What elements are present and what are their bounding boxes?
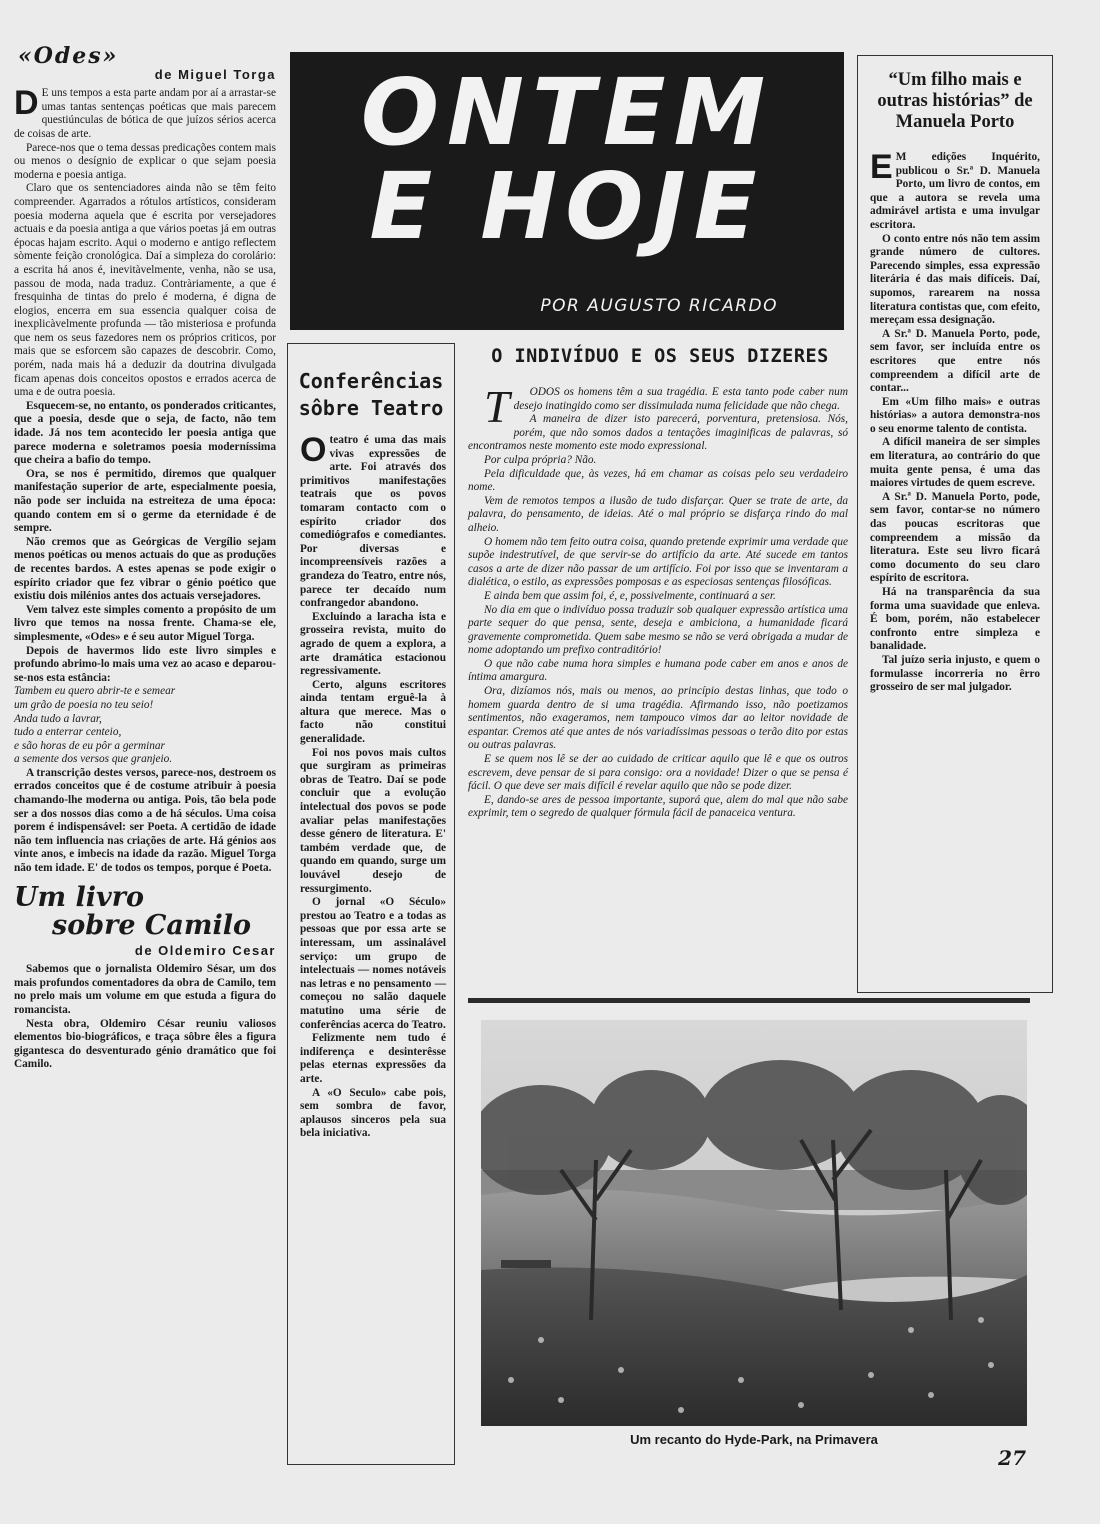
poem-line: um grão de poesia no teu seio! (14, 698, 154, 711)
left-column (14, 43, 277, 1072)
odes-dropcap: D (14, 84, 39, 123)
poem-line: a semente dos versos que granjeio. (14, 753, 173, 766)
odes-paragraph: D E uns tempos a esta parte andam por aí a arrastar-se umas tantas sentenças poéticas que mais parecem questiúnculas de bótica de que juízos sérios acerca de coisas de arte. (14, 84, 276, 140)
conf-paragraph: Oteatro é uma das mais vivas expressões de arte. Foi através dos primitivos manifestações teatrais que os povos tomaram contacto com o espírito criador dos comediógrafos e comediantes. Por diversas e incompreensíveis razões a grandeza do Teatro, entre nós, parece ter decaído num confrangedor abandono. (300, 431, 446, 610)
header-banner (290, 52, 844, 330)
conf-paragraph: Excluindo a laracha ista e grosseira revista, muito do agrado de quem a explora, a arte dramática estacionou regressivamente. (300, 610, 446, 678)
review-paragraph: A difícil maneira de ser simples em literatura, ao contrário do que muita gente pensa, é uma das maiores virtudes de quem escreve. (870, 436, 1040, 490)
camilo-paragraph: Nesta obra, Oldemiro César reuniu valiosos elementos bio-biográficos, e traça sôbre êles a figura gigantesca do desventurado génio dramático que foi Camilo. (14, 1017, 276, 1071)
review-body (870, 148, 1040, 695)
conf-paragraph: Certo, alguns escritores ainda tentam erguê-la à altura que merece. Mas o facto não constitui generalidade. (300, 678, 446, 746)
camilo-title: Um livro sobre Camilo (14, 881, 251, 941)
review-paragraph: Em «Um filho mais» e outras histórias» a autora demonstra-nos o seu enorme talento de contista. (870, 395, 1040, 435)
article-paragraph: Ora, dizíamos nós, mais ou menos, ao princípio destas linhas, que todo o homem guarda dentro de si uma tragédia. Afirmando isso, não poetizamos sentimentos, não exageramos, nem tampouco vimos dar ao leitor novidade de espantar. Cremos até que antes de nós variadíssimas pessoas o terão dito por estas ou outras palavras. (468, 685, 848, 752)
odes-paragraph: A transcrição destes versos, parece-nos, destroem os errados conceitos que é de costume atribuir à poesia chamando-lhe moderna ou antiga. Pois, tão bela pode ser a dos nossos dias como a de há séculos. Uma coisa porem é indispensável: ser Poeta. A certidão de idade não tem influencia nas criações de arte. Há génios aos vinte anos, e imbecis na idade da razão. Miguel Torga não tem idade. E' de todos os tempos, porque é Poeta. (14, 766, 276, 875)
poem-line: Tambem eu quero abrir-te e semear (14, 685, 176, 698)
conf-paragraph: Felizmente nem tudo é indiferença e desinterêsse pelas eternas expressões da arte. (300, 1032, 446, 1085)
poem-line: Anda tudo a lavrar, (14, 712, 102, 725)
poem-line: e são horas de eu pôr a germinar (14, 739, 165, 752)
conf-paragraph: Foi nos povos mais cultos que surgiram as primeiras obras de Teatro. Daí se pode concluir que a evolução intelectual dos povos se pode avaliar pelas manifestações desse género de literatura. E' também verdade que, de quando em quando, surge um louvável desejo de ressurgimento. (300, 746, 446, 895)
conferencias-body (288, 431, 454, 1141)
article-title: O INDIVÍDUO E OS SEUS DIZERES (491, 346, 829, 367)
odes-paragraph: Depois de havermos lido este livro simples e profundo abrimo-lo mais uma vez ao acaso e deparou-se-nos esta estância: (14, 644, 276, 684)
article-dropcap: T (484, 381, 510, 432)
conf-dropcap: O (300, 431, 327, 469)
conferencias-title: Conferências sôbre Teatro (298, 369, 444, 420)
odes-paragraph: Vem talvez este simples comento a propósito de um livro que temos na nossa frente. Chama-se ele, simplesmente, «Odes» e é seu autor Miguel Torga. (14, 603, 276, 643)
park-photo (481, 1020, 1027, 1426)
review-box (857, 55, 1053, 993)
banner-author: POR AUGUSTO RICARDO (540, 296, 778, 316)
conferencias-box (287, 343, 455, 1465)
odes-paragraph: Ora, se nos é permitido, diremos que qualquer manifestação superior de arte, especialmente poesia, não pode ser incluida na estreiteza de uma época: quando contem em si o germe da eternidade é de sempre. (14, 467, 276, 535)
article-paragraph: O que não cabe numa hora simples e humana pode caber em anos e anos de íntima amargura. (468, 657, 848, 684)
odes-paragraph: Esquecem-se, no entanto, os ponderados criticantes, que a poesia, desde que o seja, de facto, não tem idade. Já nos tem acontecido ler poesia antiga que parece moderna e soletramos poesia moderníssima que cheira a bafio do tempo. (14, 399, 276, 467)
review-paragraph: A Sr.ª D. Manuela Porto, pode, sem favor, ser incluída entre os escritores que entre nós compreendem a difícil arte de contar... (870, 327, 1040, 395)
section-divider (468, 998, 1030, 1003)
banner-title: ONTEM E HOJE (360, 59, 774, 260)
article-paragraph: T ODOS os homens têm a sua tragédia. E esta tanto pode caber num desejo inatingido como ser dissimulada numa felicidade que não chega. (468, 386, 848, 413)
poem-line: tudo a enterrar centeio, (14, 726, 122, 739)
article-paragraph: E ainda bem que assim foi, é, e, possivelmente, continuará a ser. (484, 589, 776, 602)
review-paragraph: O conto entre nós não tem assim grande número de cultores. Parecendo simples, essa expressão literária é das mais difíceis. Daí, supomos, rarearem na nossa literatura contistas que, com efeito, mereçam essa designação. (870, 232, 1040, 327)
article-paragraph: O homem não tem feito outra coisa, quando pretende exprimir uma verdade que supõe indestrutível, de que servir-se do artifício da arte. Até sucede em tantos casos a arte de dizer não passar de um artifício. Foi por isso que se inventaram a dialética, o estilo, as expressões pomposas e as especiosas sentenças filosóficas. (468, 535, 848, 589)
odes-paragraph: Não cremos que as Geórgicas de Vergílio sejam menos poéticas ou menos actuais do que as produções de recentes bardos. A estes apenas se pode exigir o espírito criador que fez vibrar o génio poético que existiu dois milénios antes dos actuais versejadores. (14, 535, 276, 603)
article-body (468, 381, 848, 821)
camilo-byline: de Oldemiro Cesar (134, 942, 276, 958)
conf-paragraph: O jornal «O Século» prestou ao Teatro e a todas as pessoas que por essa arte se interessam, um assinalável serviço: um grupo de intelectuais — nomes notáveis nas letras e no pensamento — começou no salão daquele matutino uma série de conferências acerca do Teatro. (300, 896, 446, 1031)
review-paragraph: Tal juízo seria injusto, e quem o formulasse incorreria no êrro grosseiro de ser mal julgador. (870, 653, 1040, 694)
conf-paragraph: A «O Seculo» cabe pois, sem sombra de favor, aplausos sinceros pela sua bela iniciativa. (300, 1086, 446, 1140)
article-paragraph: Vem de remotos tempos a ilusão de tudo disfarçar. Quer se trate de arte, da palavra, do pensamento, de ideias. Até o mal próprio se disfarça rindo do mal alheio. (468, 494, 848, 534)
article-paragraph: No dia em que o indivíduo possa traduzir sob qualquer expressão artística uma parte sequer do que pensa, sente, deseja e ambiciona, a humanidade ficará gravemente comprometida. Quem sabe mesmo se não se verá obrigada a mudar de nome adoptando um prefixo contraditório! (468, 603, 848, 657)
review-paragraph: A Sr.ª D. Manuela Porto, pode, sem favor, contar-se no número das poucas escritoras que compreendem a missão da literatura. Este seu livro ficará como documento do seu claro espírito de escritora. (870, 490, 1040, 585)
page-number: 27 (998, 1446, 1026, 1470)
article-paragraph: E se quem nos lê se der ao cuidado de criticar aquilo que lê e que os outros escrevem, deve pensar de si para consigo: ora a novidade! Dizer o que se pensa é fácil. O que deve ser mais difícil é revelar aquilo que não se pode dizer. (468, 753, 848, 793)
odes-paragraph: Parece-nos que o tema dessas predicações contem mais ou menos o desígnio de explicar o que sejam poesia moderna e poesia antiga. (14, 141, 277, 181)
article-paragraph: E, dando-se ares de pessoa importante, suporá que, alem do mal que não sabe exprimir, tem o segredo de qualquer fórmula fácil de panaceica ventura. (468, 793, 848, 820)
odes-title: «Odes» (18, 43, 119, 69)
review-dropcap: E (870, 148, 893, 186)
review-title: “Um filho mais e outras histórias” de Manuela Porto (877, 70, 1033, 132)
park-photo-image (481, 1020, 1027, 1426)
review-paragraph: Há na transparência da sua forma uma suavidade que enleva. É bom, porém, não estabelecer confronto entre simpleza e banalidade. (870, 586, 1040, 653)
odes-byline: de Miguel Torga (154, 66, 276, 82)
odes-paragraph: Claro que os sentenciadores ainda não se têm feito compreender. Agarrados a rótulos artísticos, consideram poesia moderna aquela que é escrita por versejadores actuais e da poesia antiga a que vários poetas já em outras épocas hajam escrito. Aqui o moderno e antigo reflectem sòmente feição cronológica. Daí a simpleza do corolário: a escrita há anos é, inevitàvelmente, venha, não se usa, passou de moda, nada traduz. Contràriamente, a que é fresquinha de tintas do prelo é moderna, é digna de elogios, encerra em sua essencia qualquer coisa de inexplicàvelmente profunda — tão misteriosa e profunda que nem os seus fazedores nem os próprios criticos, por mais que se esforcem são capazes de descobrir. Como, porém, nada mais há a deduzir da doutrina divulgada ficam apenas dois conceitos opostos e errados acerca de uma e de outra poesia. (14, 182, 276, 399)
article-paragraph: A maneira de dizer isto parecerá, porventura, pretensiosa. Nós, porém, que não somos dados a tentações imaginificas de palavras, só encontramos neste momento este modo expressional. (468, 413, 848, 453)
article-paragraph: Por culpa própria? Não. (484, 453, 597, 466)
photo-caption: Um recanto do Hyde-Park, na Primavera (630, 1432, 878, 1447)
camilo-paragraph: Sabemos que o jornalista Oldemiro Sésar, um dos mais profundos comentadores da obra de Camilo, tem no prelo mais um volume em que estuda a figura do romancista. (14, 963, 276, 1016)
review-paragraph: E M edições Inquérito, publicou o Sr.ª D. Manuela Porto, um livro de contos, em que a autora se revela uma admirável artista e uma invulgar escritora. (870, 148, 1040, 231)
article-paragraph: Pela dificuldade que, às vezes, há em chamar as coisas pelo seu verdadeiro nome. (468, 467, 848, 494)
